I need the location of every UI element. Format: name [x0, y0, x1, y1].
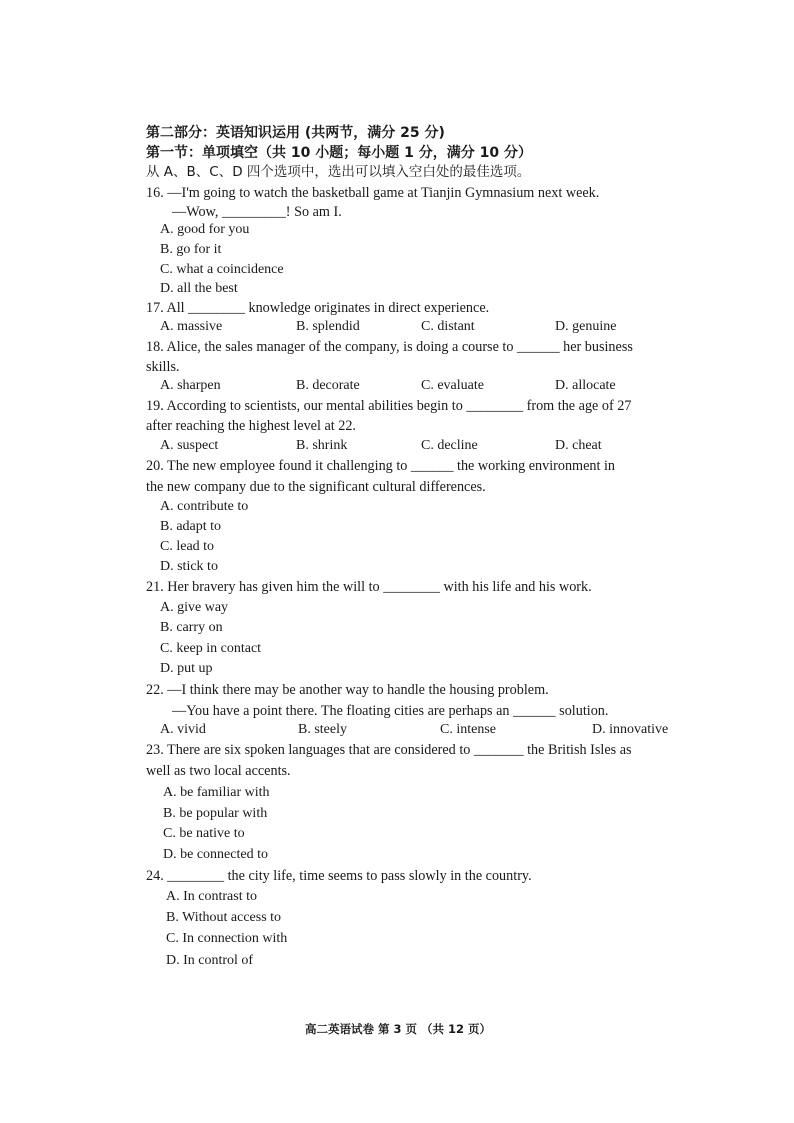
question-stem: 24. ________ the city life, time seems to pass slowly in the country.	[146, 868, 532, 884]
instruction-text: 从 A、B、C、D 四个选项中，选出可以填入空白处的最佳选项。	[146, 164, 531, 180]
option-b: B. splendid	[296, 319, 360, 334]
question-stem: 23. There are six spoken languages that are considered to _______ the British Isles as	[146, 742, 632, 758]
option-b: B. adapt to	[160, 519, 222, 534]
question-stem-continued: —You have a point there. The floating cities are perhaps an ______ solution.	[172, 703, 609, 719]
option-b: B. go for it	[160, 242, 222, 257]
question-stem: 16. —I'm going to watch the basketball game at Tianjin Gymnasium next week.	[146, 185, 600, 201]
option-a: A. contribute to	[160, 499, 249, 514]
option-b: B. decorate	[296, 378, 360, 393]
option-a: A. good for you	[160, 222, 250, 237]
option-c: C. lead to	[160, 539, 215, 554]
option-a: A. suspect	[160, 438, 219, 453]
question-stem-continued: —Wow, _________! So am I.	[172, 204, 342, 220]
option-c: C. what a coincidence	[160, 262, 284, 277]
option-c: C. distant	[421, 319, 475, 334]
question-stem: 17. All ________ knowledge originates in direct experience.	[146, 300, 490, 316]
question-stem: 18. Alice, the sales manager of the company, is doing a course to ______ her business	[146, 339, 633, 355]
option-a: A. sharpen	[160, 378, 221, 393]
subsection-title: 第一节：单项填空（共 10 小题；每小题 1 分，满分 10 分）	[146, 145, 532, 161]
option-c: C. keep in contact	[160, 641, 262, 656]
option-a: A. massive	[160, 319, 223, 334]
option-c: C. In connection with	[166, 931, 288, 946]
option-d: D. put up	[160, 661, 213, 676]
option-d: D. be connected to	[163, 847, 268, 862]
question-stem-continued: the new company due to the significant cultural differences.	[146, 479, 486, 495]
option-b: B. carry on	[160, 620, 223, 635]
option-a: A. be familiar with	[163, 785, 270, 800]
option-b: B. shrink	[296, 438, 348, 453]
option-a: A. vivid	[160, 722, 206, 737]
question-stem: 20. The new employee found it challenging to ______ the working environment in	[146, 458, 616, 474]
question-stem-continued: well as two local accents.	[146, 763, 291, 779]
option-d: D. genuine	[555, 319, 617, 334]
option-d: D. stick to	[160, 559, 218, 574]
option-c: C. evaluate	[421, 378, 484, 393]
option-c: C. decline	[421, 438, 478, 453]
option-b: B. be popular with	[163, 806, 268, 821]
question-stem: 22. —I think there may be another way to handle the housing problem.	[146, 682, 549, 698]
option-c: C. intense	[440, 722, 496, 737]
option-d: D. all the best	[160, 281, 238, 296]
option-b: B. Without access to	[166, 910, 282, 925]
question-stem: 19. According to scientists, our mental abilities begin to ________ from the age of 27	[146, 398, 632, 414]
question-stem: 21. Her bravery has given him the will to ________ with his life and his work.	[146, 579, 592, 595]
option-a: A. In contrast to	[166, 889, 257, 904]
option-a: A. give way	[160, 600, 229, 615]
option-d: D. In control of	[166, 953, 254, 968]
option-c: C. be native to	[163, 826, 245, 841]
part-title: 第二部分：英语知识运用 (共两节，满分 25 分)	[146, 125, 445, 141]
option-d: D. innovative	[592, 722, 669, 737]
page-footer: 高二英语试卷 第 3 页 （共 12 页）	[305, 1022, 492, 1036]
option-d: D. cheat	[555, 438, 602, 453]
question-stem-continued: skills.	[146, 359, 180, 375]
option-b: B. steely	[298, 722, 347, 737]
question-stem-continued: after reaching the highest level at 22.	[146, 418, 356, 434]
option-d: D. allocate	[555, 378, 616, 393]
